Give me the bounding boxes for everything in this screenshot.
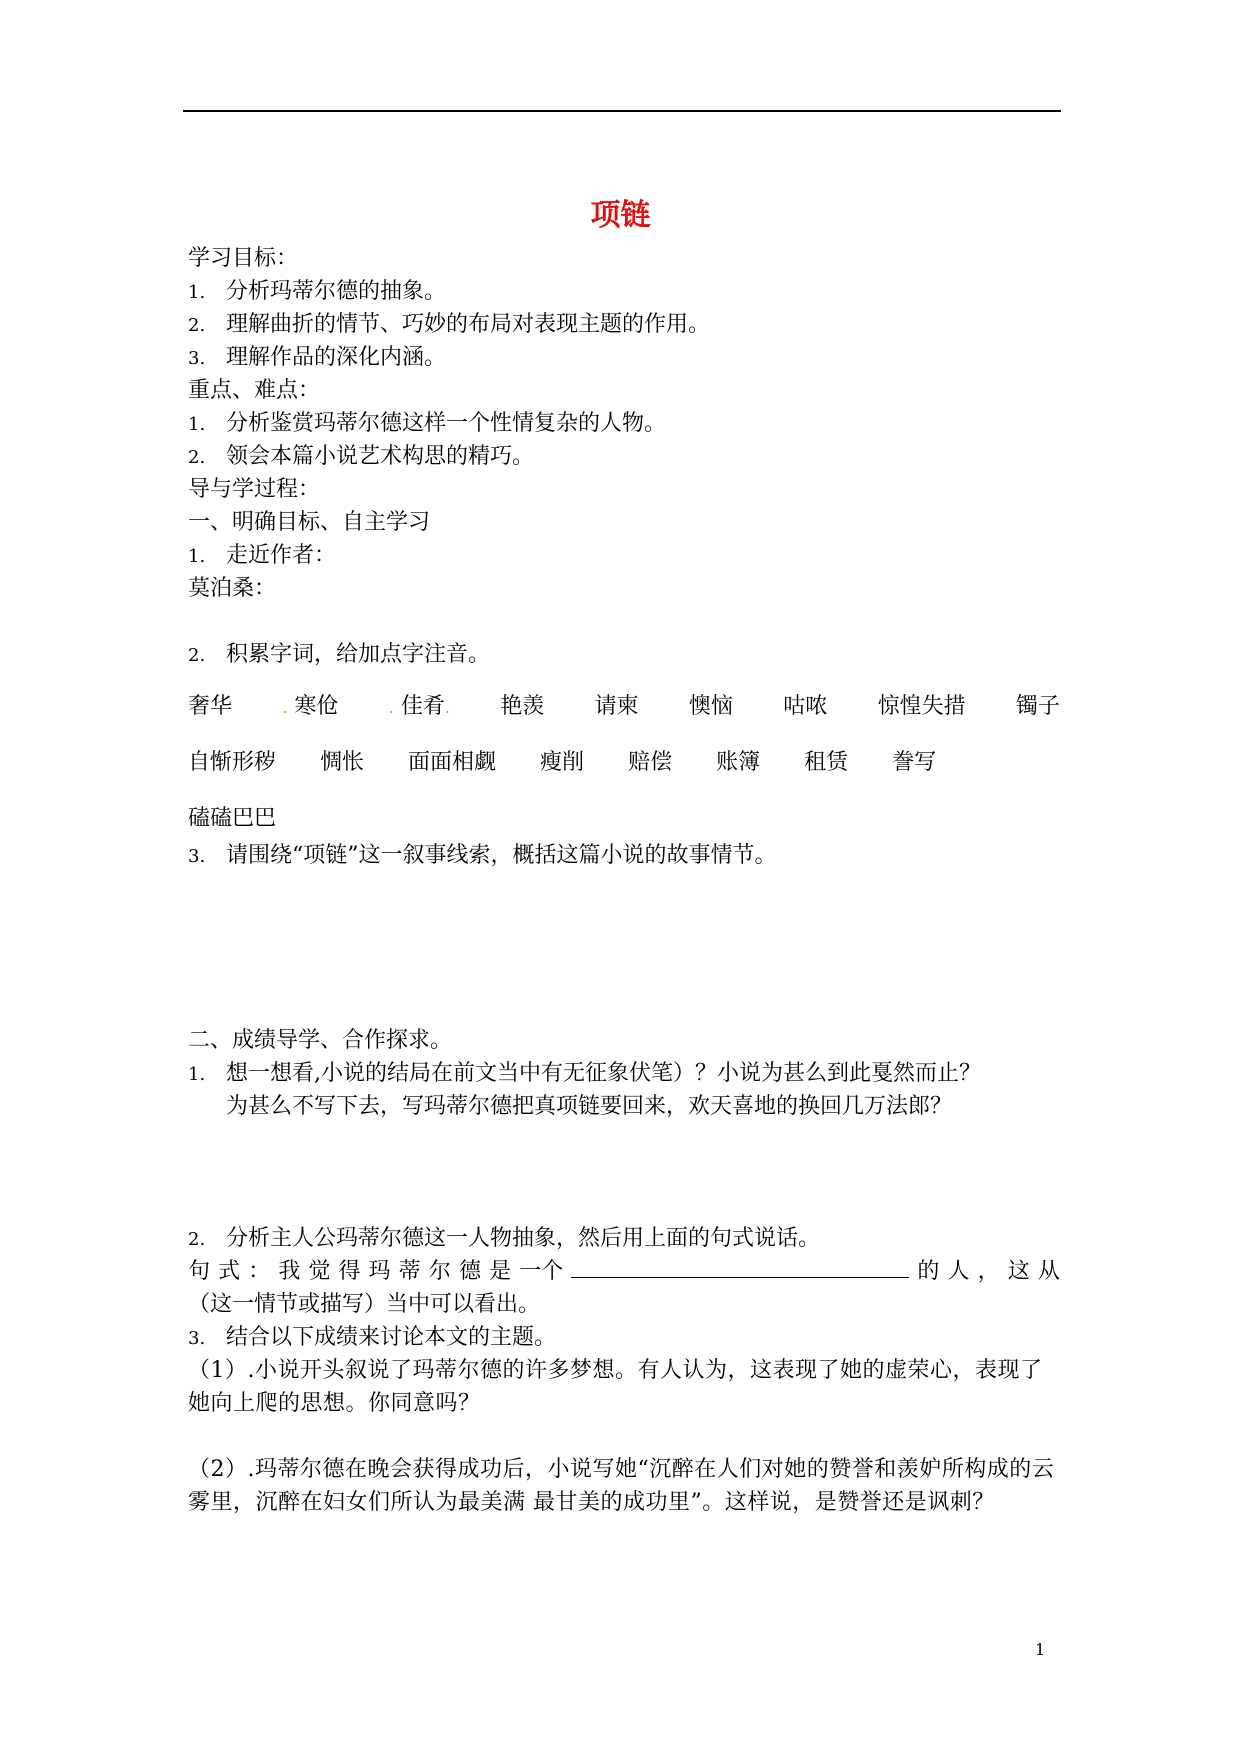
list-item: 1. 分析玛蒂尔德的抽象。 (188, 279, 447, 304)
vocab-word: 艳羡 (500, 694, 545, 719)
list-item: 2. 理解曲折的情节、巧妙的布局对表现主题的作用。 (188, 312, 711, 337)
vocab-word: . 寒伧 (282, 694, 339, 719)
sub-question: （2）.玛蒂尔德在晚会获得成功后，小说写她“沉醉在人们对她的赞誉和羡妒所构成的云雾里，沉醉在妇女们所认为最美满 最甘美的成功里”。这样说，是赞誉还是讽刺？ (188, 1457, 1055, 1515)
vocab-word: 誊写 (892, 750, 937, 775)
section-heading: 二、成绩导学、合作探求。 (188, 1028, 453, 1053)
vocab-word: 请柬 (594, 694, 639, 719)
vocab-word: 赔偿 (628, 750, 673, 775)
section-heading: 一、明确目标、自主学习 (188, 510, 431, 535)
vocab-word: 账簿 (716, 750, 761, 775)
fill-blank (571, 1255, 909, 1278)
list-item: 1. 分析鉴赏玛蒂尔德这样一个性情复杂的人物。 (188, 411, 667, 436)
vocab-word: . 佳肴. (388, 694, 450, 719)
sentence-pattern-continued: （这一情节或描写）当中可以看出。 (188, 1292, 541, 1317)
vocab-word: 懊恼 (688, 694, 733, 719)
vocab-word: 租赁 (804, 750, 849, 775)
list-item: 3. 结合以下成绩来讨论本文的主题。 (188, 1325, 557, 1350)
list-item: 2. 积累字词，给加点字注音。 (188, 642, 491, 667)
sub-question: （1）.小说开头叙说了玛蒂尔德的许多梦想。有人认为，这表现了她的虚荣心，表现了她向上爬的思想。你同意吗？ (188, 1358, 1043, 1416)
vocab-word: 惊惶失措 (877, 694, 966, 719)
list-item: 3. 理解作品的深化内涵。 (188, 345, 447, 370)
vocab-word: 磕磕巴巴 (188, 806, 277, 831)
vocab-word: 奢华 (188, 694, 233, 719)
vocab-word: 瘦削 (540, 750, 585, 775)
vocab-word: 镯子 (1015, 694, 1060, 719)
list-item: 1. 走近作者： (188, 543, 337, 568)
section-heading: 重点、难点： (188, 378, 321, 403)
document-title: 项链 (590, 198, 651, 233)
sentence-pattern: 句 式 ： 我 觉 得 玛 蒂 尔 德 是 一个 的 人 ， 这 从 (188, 1255, 1060, 1288)
header-rule (183, 110, 1061, 112)
vocab-word: 面面相觑 (408, 750, 497, 775)
list-item: 1. 想一想看,小说的结局在前文当中有无征象伏笔）？小说为甚么到此戛然而止？ (188, 1061, 981, 1086)
section-heading: 学习目标： (188, 246, 299, 271)
list-item: 2. 领会本篇小说艺术构思的精巧。 (188, 444, 535, 469)
vocab-row (188, 687, 1060, 727)
document-body (188, 242, 1060, 1519)
section-heading: 导与学过程： (188, 477, 321, 502)
list-item-continued: 为甚么不写下去，写玛蒂尔德把真项链要回来，欢天喜地的换回几万法郎？ (226, 1094, 953, 1119)
vocab-row (188, 743, 1060, 783)
vocab-word: 惆怅 (320, 750, 365, 775)
vocab-word: 自惭形秽 (188, 750, 277, 775)
list-item: 3. 请围绕“项链”这一叙事线索，概括这篇小说的故事情节。 (188, 843, 777, 868)
page-number: 1 (1035, 1640, 1046, 1659)
list-item: 2. 分析主人公玛蒂尔德这一人物抽象，然后用上面的句式说话。 (188, 1226, 821, 1251)
author-label: 莫泊桑： (188, 576, 277, 601)
vocab-word: 咕哝 (783, 694, 828, 719)
